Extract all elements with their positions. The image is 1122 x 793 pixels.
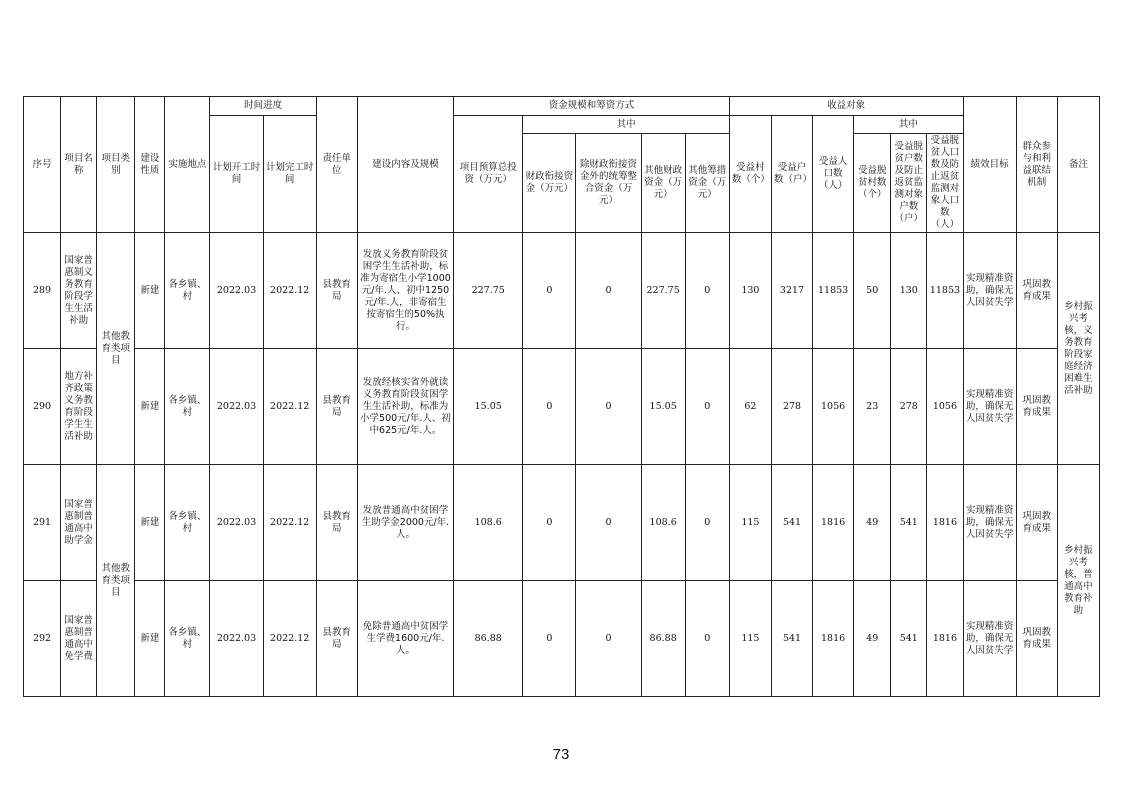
header-mechanism: 群众参与和利益联结机制 (1016, 97, 1057, 233)
table-row (24, 465, 1100, 581)
cell-nature: 新建 (135, 233, 165, 349)
cell-unit: 县教育局 (316, 349, 357, 465)
cell-population: 1056 (813, 349, 854, 465)
cell-households: 541 (771, 581, 812, 697)
cell-nature: 新建 (135, 465, 165, 581)
cell-start: 2022.03 (210, 233, 263, 349)
cell-goal: 实现精准资助，确保无人因贫失学 (963, 465, 1016, 581)
cell-budget: 86.88 (454, 581, 523, 697)
cell-other-fiscal: 15.05 (641, 349, 685, 465)
cell-population: 1816 (813, 581, 854, 697)
cell-mechanism: 巩固教育成果 (1016, 465, 1057, 581)
cell-name: 国家普惠制义务教育阶段学生生活补助 (61, 233, 97, 349)
cell-poor-households: 541 (891, 581, 927, 697)
cell-other-raised: 0 (685, 465, 729, 581)
header-poor-villages: 受益脱贫村数（个） (854, 134, 891, 233)
cell-unit: 县教育局 (316, 233, 357, 349)
cell-villages: 130 (729, 233, 771, 349)
cell-villages: 115 (729, 465, 771, 581)
cell-unit: 县教育局 (316, 465, 357, 581)
cell-poor-villages: 50 (854, 233, 891, 349)
cell-end: 2022.12 (263, 349, 316, 465)
cell-other-fiscal: 108.6 (641, 465, 685, 581)
cell-population: 11853 (813, 233, 854, 349)
header-unit: 责任单位 (316, 97, 357, 233)
cell-seq: 292 (24, 581, 61, 697)
header-schedule: 时间进度 (210, 97, 316, 116)
cell-poor-villages: 23 (854, 349, 891, 465)
cell-poor-population: 11853 (927, 233, 963, 349)
cell-poor-villages: 49 (854, 581, 891, 697)
cell-fiscal: 0 (523, 233, 576, 349)
cell-other-integrated: 0 (576, 465, 641, 581)
project-table (23, 96, 1100, 697)
cell-content: 免除普通高中贫困学生学费1600元/年.人。 (357, 581, 453, 697)
header-fiscal: 财政衔接资金（万元） (523, 134, 576, 233)
cell-fiscal: 0 (523, 465, 576, 581)
cell-poor-population: 1816 (927, 581, 963, 697)
cell-goal: 实现精准资助，确保无人因贫失学 (963, 581, 1016, 697)
header-of-which-2: 其中 (854, 116, 963, 134)
cell-end: 2022.12 (263, 581, 316, 697)
cell-other-raised: 0 (685, 581, 729, 697)
cell-other-fiscal: 227.75 (641, 233, 685, 349)
cell-content: 发放普通高中贫困学生助学金2000元/年.人。 (357, 465, 453, 581)
header-nature: 建设性质 (135, 97, 165, 233)
header-end: 计划完工时间 (263, 116, 316, 233)
cell-goal: 实现精准资助，确保无人因贫失学 (963, 233, 1016, 349)
header-start: 计划开工时间 (210, 116, 263, 233)
header-other-raised: 其他筹措资金（万元） (685, 134, 729, 233)
cell-category: 其他教育类项目 (97, 465, 135, 697)
cell-location: 各乡镇、村 (165, 349, 210, 465)
cell-other-fiscal: 86.88 (641, 581, 685, 697)
header-beneficiaries: 收益对象 (729, 97, 963, 116)
cell-seq: 290 (24, 349, 61, 465)
cell-start: 2022.03 (210, 349, 263, 465)
table-row (24, 349, 1100, 465)
cell-households: 541 (771, 465, 812, 581)
cell-location: 各乡镇、村 (165, 233, 210, 349)
cell-villages: 62 (729, 349, 771, 465)
cell-content: 发放经核实省外就读义务教育阶段贫困学生生活补助，标准为小学500元/年.人、初中625元/年.人。 (357, 349, 453, 465)
cell-poor-population: 1816 (927, 465, 963, 581)
cell-budget: 108.6 (454, 465, 523, 581)
header-funding: 资金规模和筹资方式 (454, 97, 730, 116)
cell-other-integrated: 0 (576, 233, 641, 349)
page-number: 73 (552, 746, 570, 763)
cell-poor-villages: 49 (854, 465, 891, 581)
cell-category: 其他教育类项目 (97, 233, 135, 465)
cell-content: 发放义务教育阶段贫困学生生活补助，标准为寄宿生小学1000元/年.人、初中1250元/年.人，非寄宿生按寄宿生的50%执行。 (357, 233, 453, 349)
header-villages: 受益村数（个） (729, 116, 771, 233)
header-other-fiscal: 其他财政资金（万元） (641, 134, 685, 233)
header-name: 项目名称 (61, 97, 97, 233)
cell-population: 1816 (813, 465, 854, 581)
header-poor-households: 受益脱贫户数及防止返贫监测对象户数（户） (891, 134, 927, 233)
cell-villages: 115 (729, 581, 771, 697)
cell-unit: 县教育局 (316, 581, 357, 697)
header-content: 建设内容及规模 (357, 97, 453, 233)
cell-end: 2022.12 (263, 465, 316, 581)
cell-seq: 291 (24, 465, 61, 581)
header-seq: 序号 (24, 97, 61, 233)
cell-fiscal: 0 (523, 581, 576, 697)
cell-nature: 新建 (135, 349, 165, 465)
cell-households: 278 (771, 349, 812, 465)
cell-name: 地方补齐政策义务教育阶段学生生活补助 (61, 349, 97, 465)
header-budget: 项目预算总投资（万元） (454, 116, 523, 233)
table-row (24, 233, 1100, 349)
cell-poor-households: 278 (891, 349, 927, 465)
cell-poor-households: 541 (891, 465, 927, 581)
cell-nature: 新建 (135, 581, 165, 697)
cell-budget: 15.05 (454, 349, 523, 465)
cell-location: 各乡镇、村 (165, 465, 210, 581)
header-of-which: 其中 (523, 116, 730, 134)
cell-other-raised: 0 (685, 349, 729, 465)
cell-mechanism: 巩固教育成果 (1016, 233, 1057, 349)
header-category: 项目类别 (97, 97, 135, 233)
cell-goal: 实现精准资助，确保无人因贫失学 (963, 349, 1016, 465)
header-households: 受益户数（户） (771, 116, 812, 233)
cell-fiscal: 0 (523, 349, 576, 465)
cell-end: 2022.12 (263, 233, 316, 349)
header-remark: 备注 (1057, 97, 1099, 233)
cell-location: 各乡镇、村 (165, 581, 210, 697)
header-population: 受益人口数（人） (813, 116, 854, 233)
cell-poor-population: 1056 (927, 349, 963, 465)
cell-other-integrated: 0 (576, 581, 641, 697)
table-row (24, 581, 1100, 697)
cell-households: 3217 (771, 233, 812, 349)
cell-other-integrated: 0 (576, 349, 641, 465)
cell-remark: 乡村振兴考核，普通高中教育补助 (1057, 465, 1099, 697)
cell-name: 国家普惠制普通高中助学金 (61, 465, 97, 581)
header-other-integrated: 除财政衔接资金外的统筹整合资金（万元） (576, 134, 641, 233)
cell-start: 2022.03 (210, 581, 263, 697)
cell-remark: 乡村振兴考核，义务教育阶段家庭经济困难生活补助 (1057, 233, 1099, 465)
cell-other-raised: 0 (685, 233, 729, 349)
cell-start: 2022.03 (210, 465, 263, 581)
header-goal: 绩效目标 (963, 97, 1016, 233)
cell-name: 国家普惠制普通高中免学费 (61, 581, 97, 697)
cell-mechanism: 巩固教育成果 (1016, 581, 1057, 697)
header-location: 实施地点 (165, 97, 210, 233)
cell-seq: 289 (24, 233, 61, 349)
cell-mechanism: 巩固教育成果 (1016, 349, 1057, 465)
cell-poor-households: 130 (891, 233, 927, 349)
header-poor-population: 受益脱贫人口数及防止返贫监测对象人口数（人） (927, 134, 963, 233)
cell-budget: 227.75 (454, 233, 523, 349)
